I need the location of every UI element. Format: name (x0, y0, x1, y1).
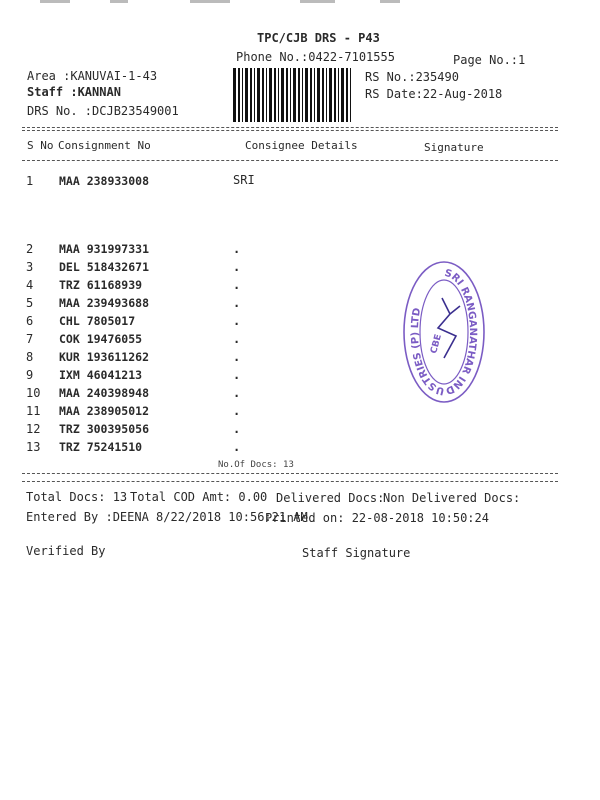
divider (22, 130, 558, 131)
row-consignment: KUR 193611262 (59, 350, 150, 364)
divider (22, 160, 558, 161)
rs-number: RS No.:235490 (365, 70, 459, 84)
signature-scribble (438, 298, 460, 358)
barcode-bar (317, 68, 320, 122)
barcode-bar (334, 68, 336, 122)
table-row (22, 422, 322, 437)
row-mark: . (233, 440, 241, 454)
row-sno: 4 (26, 278, 34, 292)
table-row (22, 386, 322, 401)
row-sno: 2 (26, 242, 34, 256)
row-sno: 6 (26, 314, 34, 328)
stamp-ring-text-path: SRI RANGANATHAR INDUSTRIES (P) LTD (409, 267, 478, 397)
row-mark: . (233, 296, 241, 310)
non-delivered-docs: Non Delivered Docs: (383, 491, 521, 505)
row-sno: 3 (26, 260, 34, 274)
row-sno: 7 (26, 332, 34, 346)
table-row (22, 296, 322, 311)
row-1-sno: 1 (26, 174, 34, 188)
barcode-bar (245, 68, 248, 122)
printed-on: Printed on: 22-08-2018 10:50:24 (265, 511, 489, 525)
rs-date: RS Date:22-Aug-2018 (365, 87, 503, 101)
barcode-bar (266, 68, 267, 122)
barcode-bar (326, 68, 327, 122)
barcode-bar (302, 68, 303, 122)
table-row (22, 260, 322, 275)
column-sno: S No (27, 139, 54, 152)
table-row (22, 368, 322, 383)
barcode-bar (293, 68, 296, 122)
row-mark: . (233, 260, 241, 274)
row-mark: . (233, 278, 241, 292)
row-sno: 10 (26, 386, 41, 400)
table-row (22, 278, 322, 293)
row-1-consignment: MAA 238933008 (59, 174, 150, 188)
row-consignment: MAA 240398948 (59, 386, 150, 400)
table-row (22, 350, 322, 365)
page-number: Page No.:1 (453, 53, 526, 67)
row-sno: 13 (26, 440, 41, 454)
barcode-bar (338, 68, 339, 122)
total-cod-amount: Total COD Amt: 0.00 (130, 490, 268, 504)
row-mark: . (233, 386, 241, 400)
row-sno: 9 (26, 368, 34, 382)
table-row (22, 440, 322, 455)
row-consignment: MAA 238905012 (59, 404, 150, 418)
stamp-ring-text (410, 268, 478, 397)
barcode (233, 68, 355, 122)
top-edge-marks (0, 0, 600, 8)
divider (22, 127, 558, 128)
barcode-bar (298, 68, 300, 122)
row-mark: . (233, 404, 241, 418)
stamp-center-text: CBE (429, 333, 444, 355)
row-mark: . (233, 314, 241, 328)
barcode-bar (233, 68, 236, 122)
barcode-bar (281, 68, 284, 122)
entered-by: Entered By :DEENA 8/22/2018 10:56:21 AM (26, 510, 308, 524)
row-sno: 12 (26, 422, 41, 436)
table-row (22, 332, 322, 347)
barcode-bar (250, 68, 252, 122)
document-title: TPC/CJB DRS - P43 (257, 31, 380, 45)
row-mark: . (233, 332, 241, 346)
row-consignment: MAA 239493688 (59, 296, 150, 310)
verified-by: Verified By (26, 544, 106, 558)
barcode-bar (322, 68, 324, 122)
row-consignment: TRZ 300395056 (59, 422, 150, 436)
barcode-bar (341, 68, 344, 122)
barcode-bar (314, 68, 315, 122)
row-mark: . (233, 350, 241, 364)
barcode-bar (269, 68, 272, 122)
area-label: Area :KANUVAI-1-43 (27, 69, 158, 83)
delivered-docs: Delivered Docs: (276, 491, 385, 505)
column-consignee: Consignee Details (245, 139, 358, 152)
phone-number: Phone No.:0422-7101555 (236, 50, 395, 64)
row-consignment: CHL 7805017 (59, 314, 136, 328)
no-of-docs: No.Of Docs: 13 (218, 460, 294, 470)
row-sno: 11 (26, 404, 41, 418)
staff-label: Staff : (27, 85, 78, 99)
row-sno: 8 (26, 350, 34, 364)
staff-name: KANNAN (77, 85, 121, 99)
row-consignment: COK 19476055 (59, 332, 143, 346)
row-consignment: MAA 931997331 (59, 242, 150, 256)
row-1-consignee: SRI (233, 173, 255, 187)
barcode-bar (274, 68, 276, 122)
drs-number: DRS No. :DCJB23549001 (27, 104, 179, 118)
row-sno: 5 (26, 296, 34, 310)
column-signature: Signature (424, 141, 484, 154)
staff-signature: Staff Signature (302, 546, 411, 560)
barcode-bar (286, 68, 288, 122)
barcode-bar (290, 68, 291, 122)
column-consignment: Consignment No (58, 139, 151, 152)
divider (22, 481, 558, 482)
barcode-bar (310, 68, 312, 122)
barcode-bar (242, 68, 243, 122)
total-docs: Total Docs: 13 (26, 490, 128, 504)
row-mark: . (233, 368, 241, 382)
barcode-bar (238, 68, 240, 122)
divider (22, 473, 558, 474)
staff-row (27, 85, 121, 99)
row-consignment: TRZ 61168939 (59, 278, 143, 292)
table-row (22, 242, 322, 257)
row-consignment: IXM 46041213 (59, 368, 143, 382)
barcode-bar (257, 68, 260, 122)
table-row (22, 404, 322, 419)
row-mark: . (233, 422, 241, 436)
company-stamp (398, 258, 490, 408)
barcode-bar (346, 68, 348, 122)
barcode-bar (278, 68, 279, 122)
barcode-bar (262, 68, 264, 122)
barcode-bar (329, 68, 332, 122)
barcode-bar (254, 68, 255, 122)
row-consignment: TRZ 75241510 (59, 440, 143, 454)
row-consignment: DEL 518432671 (59, 260, 150, 274)
row-mark: . (233, 242, 241, 256)
barcode-bar (305, 68, 308, 122)
table-row (22, 314, 322, 329)
barcode-bar (350, 68, 351, 122)
